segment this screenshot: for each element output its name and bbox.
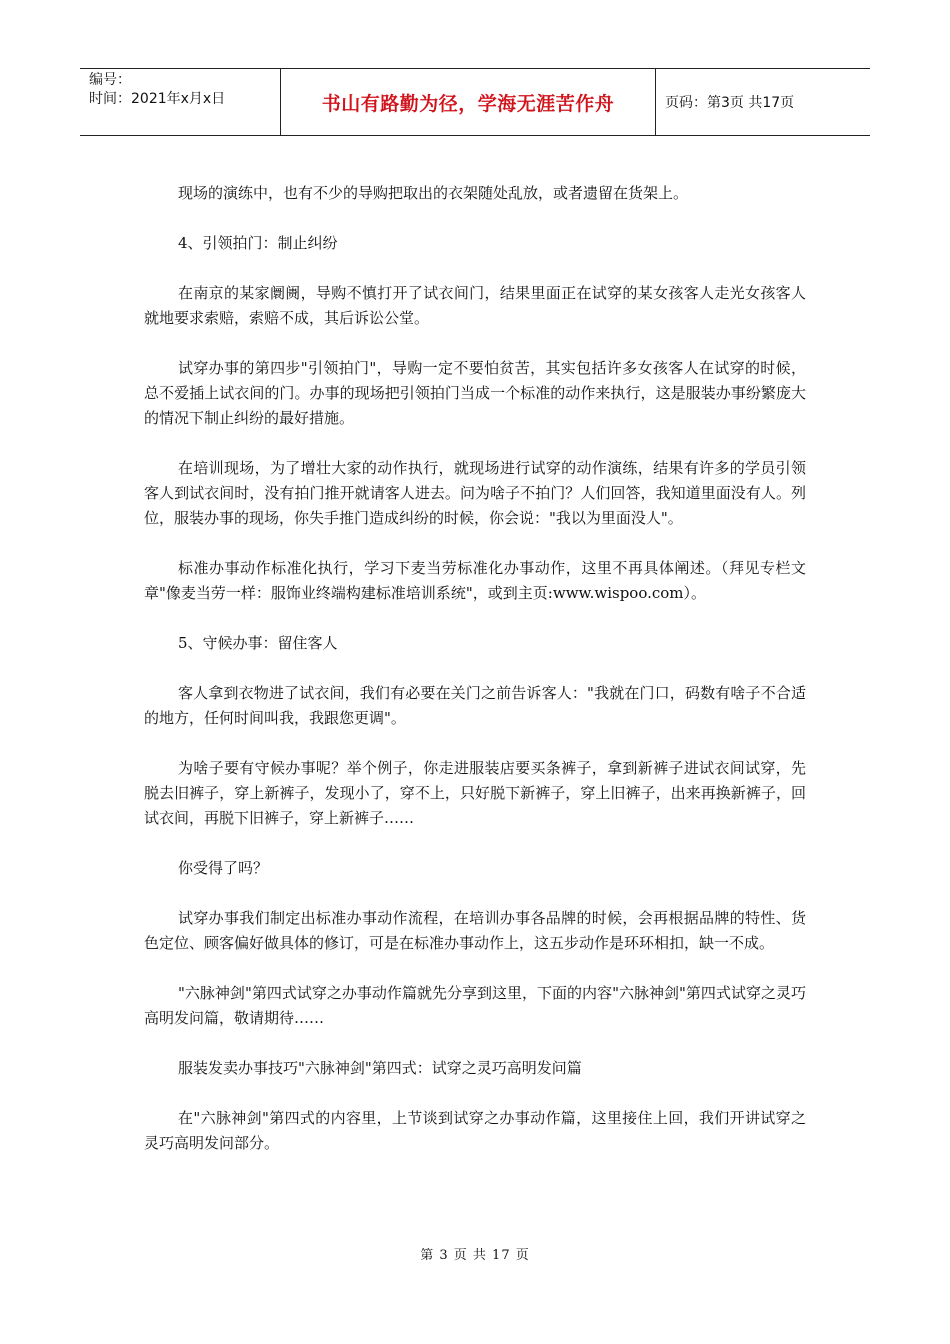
section-heading: 5、守候办事：留住客人 xyxy=(178,634,338,652)
body-paragraph: "六脉神剑"第四式试穿之办事动作篇就先分享到这里，下面的内容"六脉神剑"第四式试穿之灵巧高明发问篇，敬请期待…… xyxy=(144,984,806,1027)
body-paragraph: 试穿办事的第四步"引领拍门"，导购一定不要怕贫苦，其实包括许多女孩客人在试穿的时候，总不爱插上试衣间的门。办事的现场把引领拍门当成一个标准的动作来执行，这是服装办事纷繁庞大的情况下制止纠纷的最好措施。 xyxy=(144,359,806,427)
body-paragraph: 标准办事动作标准化执行，学习下麦当劳标准化办事动作，这里不再具体阐述。（拜见专栏文章"像麦当劳一样：服饰业终端构建标准培训系统"，或到主页:www.wispoo.com）。 xyxy=(144,559,806,602)
section-heading: 服装发卖办事技巧"六脉神剑"第四式：试穿之灵巧高明发问篇 xyxy=(178,1059,582,1077)
body-paragraph: 你受得了吗？ xyxy=(178,859,269,877)
body-paragraph: 客人拿到衣物进了试衣间，我们有必要在关门之前告诉客人："我就在门口，码数有啥子不合适的地方，任何时间叫我，我跟您更调"。 xyxy=(144,684,806,727)
document-time-label: 时间：2021年x月x日 xyxy=(89,91,226,107)
section-heading: 4、引领拍门：制止纠纷 xyxy=(178,234,338,252)
body-paragraph: 在南京的某家阛阓，导购不慎打开了试衣间门，结果里面正在试穿的某女孩客人走光女孩客人就地要求索赔，索赔不成，其后诉讼公堂。 xyxy=(144,284,806,327)
page-footer: 第 3 页 共 17 页 xyxy=(420,1248,530,1263)
body-paragraph: 现场的演练中，也有不少的导购把取出的衣架随处乱放，或者遗留在货架上。 xyxy=(178,184,689,202)
header-meta xyxy=(80,69,281,135)
document-number-label: 编号： xyxy=(89,72,131,88)
page-header xyxy=(80,68,870,136)
header-page-info: 页码：第3页 共17页 xyxy=(665,95,795,111)
header-motto: 书山有路勤为径，学海无涯苦作舟 xyxy=(281,69,656,135)
body-paragraph: 在"六脉神剑"第四式的内容里，上节谈到试穿之办事动作篇，这里接住上回，我们开讲试穿之灵巧高明发问部分。 xyxy=(144,1109,806,1152)
body-paragraph: 为啥子要有守候办事呢？举个例子，你走进服装店要买条裤子，拿到新裤子进试衣间试穿，先脱去旧裤子，穿上新裤子，发现小了，穿不上，只好脱下新裤子，穿上旧裤子，出来再换新裤子，回试衣间，再脱下旧裤子，穿上新裤子…… xyxy=(144,759,806,827)
body-paragraph: 在培训现场，为了增壮大家的动作执行，就现场进行试穿的动作演练，结果有许多的学员引领客人到试衣间时，没有拍门推开就请客人进去。问为啥子不拍门？人们回答，我知道里面没有人。列位，服装办事的现场，你失手推门造成纠纷的时候，你会说："我以为里面没人"。 xyxy=(144,459,806,527)
body-paragraph: 试穿办事我们制定出标准办事动作流程，在培训办事各品牌的时候，会再根据品牌的特性、货色定位、顾客偏好做具体的修订，可是在标准办事动作上，这五步动作是环环相扣，缺一不成。 xyxy=(144,909,806,952)
document-body xyxy=(144,181,806,1181)
